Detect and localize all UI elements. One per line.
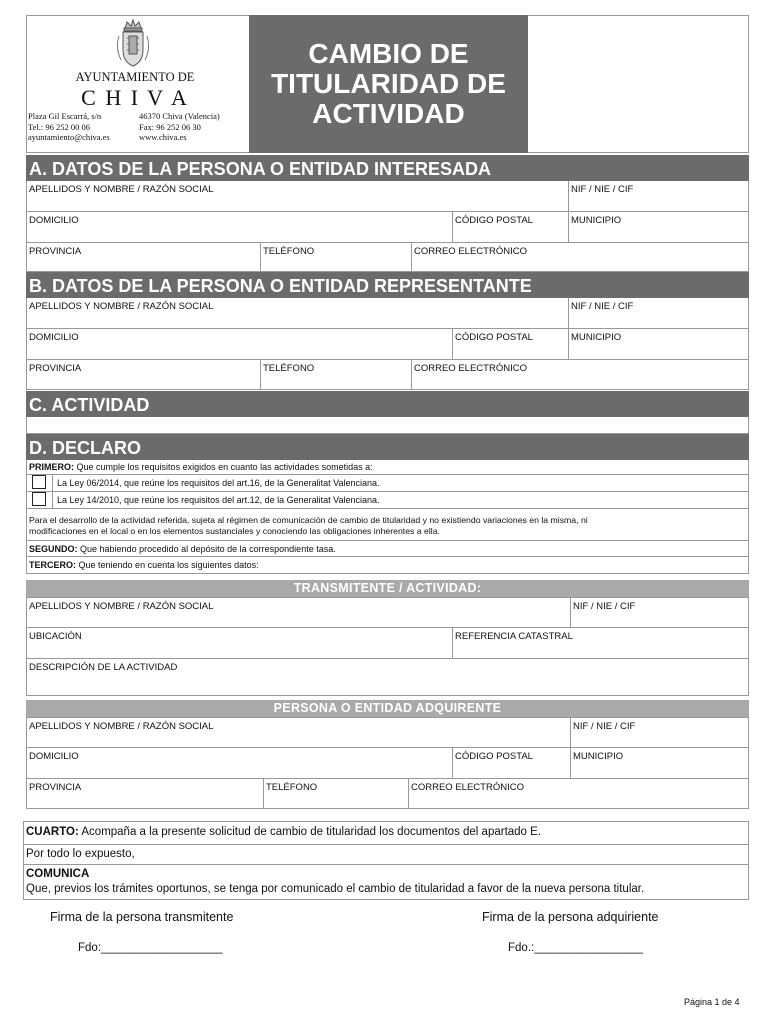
transmitente-title: TRANSMITENTE / ACTIVIDAD: bbox=[26, 580, 749, 597]
postal-text: 46370 Chiva (Valencia) bbox=[139, 111, 220, 121]
nif-field[interactable] bbox=[568, 181, 634, 211]
transmitente-nif-label: NIF / NIE / CIF bbox=[573, 601, 636, 612]
postal-label: CÓDIGO POSTAL bbox=[455, 215, 533, 226]
phone-label: TELÉFONO bbox=[263, 246, 315, 257]
transmitente-nif-field[interactable] bbox=[570, 598, 636, 627]
transmitente-signature-line[interactable]: Fdo:___________________ bbox=[78, 942, 223, 954]
web-text: www.chiva.es bbox=[139, 132, 187, 142]
cadastral-field[interactable] bbox=[452, 628, 573, 658]
contact-left bbox=[28, 111, 110, 143]
tercero-label: TERCERO: bbox=[29, 560, 76, 570]
section-b-row-3 bbox=[26, 360, 749, 390]
primero-row bbox=[26, 460, 749, 475]
law-2010-checkbox[interactable] bbox=[32, 492, 46, 506]
email-field[interactable] bbox=[411, 243, 527, 271]
nif-label: NIF / NIE / CIF bbox=[571, 184, 634, 195]
description-label: DESCRIPCIÓN DE LA ACTIVIDAD bbox=[29, 662, 178, 673]
segundo-body: Que habiendo procedido al depósito de la correspondiente tasa. bbox=[80, 544, 336, 554]
postal-field[interactable] bbox=[452, 329, 533, 359]
divider bbox=[24, 864, 748, 865]
fax-text: Fax: 96 252 06 30 bbox=[139, 121, 201, 132]
adquirente-email-label: CORREO ELECTRÓNICO bbox=[411, 782, 524, 793]
section-d-title: D. DECLARO bbox=[26, 434, 749, 460]
adquirente-email-field[interactable] bbox=[408, 779, 524, 808]
transmitente-signature-title: Firma de la persona transmitente bbox=[50, 910, 234, 924]
comunica-label: COMUNICA bbox=[26, 868, 90, 880]
adquirente-row-3 bbox=[26, 779, 749, 809]
title-line-1: CAMBIO DE bbox=[308, 38, 469, 69]
tercero-row bbox=[26, 557, 749, 574]
address-text: Plaza Gil Escarrá, s/n bbox=[28, 111, 102, 121]
page-number: Página 1 de 4 bbox=[684, 997, 740, 1007]
adquirente-nif-label: NIF / NIE / CIF bbox=[573, 721, 636, 732]
section-b-title: B. DATOS DE LA PERSONA O ENTIDAD REPRESENTANTE bbox=[26, 272, 749, 298]
adquirente-title: PERSONA O ENTIDAD ADQUIRENTE bbox=[26, 700, 749, 717]
divider bbox=[24, 844, 748, 845]
contact-right bbox=[139, 111, 220, 143]
section-a-row-2 bbox=[26, 212, 749, 243]
adquirente-postal-label: CÓDIGO POSTAL bbox=[455, 751, 533, 762]
adquirente-municipality-label: MUNICIPIO bbox=[573, 751, 624, 762]
title-line-3: ACTIVIDAD bbox=[312, 98, 465, 129]
province-field[interactable]: PROVINCIA bbox=[29, 363, 82, 374]
phone-field[interactable] bbox=[260, 243, 315, 271]
town-name: C H I V A bbox=[81, 85, 189, 110]
closing-box bbox=[23, 821, 749, 900]
adquirente-phone-field[interactable] bbox=[263, 779, 318, 808]
adquirente-municipality-field[interactable] bbox=[570, 748, 624, 778]
section-a-title: A. DATOS DE LA PERSONA O ENTIDAD INTERESADA bbox=[26, 155, 749, 181]
segundo-label: SEGUNDO: bbox=[29, 544, 78, 554]
transmitente-name-field[interactable]: APELLIDOS Y NOMBRE / RAZÓN SOCIAL bbox=[29, 601, 214, 612]
tercero-body: Que teniendo en cuenta los siguientes datos: bbox=[78, 560, 259, 570]
transmitente-row-2 bbox=[26, 628, 749, 659]
segundo-text bbox=[29, 544, 336, 554]
section-c-title: C. ACTIVIDAD bbox=[26, 391, 749, 417]
option-2-row bbox=[26, 492, 749, 509]
paragraph-line-1: Para el desarrollo de la actividad referida, sujeta al régimen de comunicación de cambio de titularidad y no existiendo variaciones en la misma, ni bbox=[29, 515, 588, 525]
cuarto-text bbox=[26, 826, 541, 838]
comunica-text: Que, previos los trámites oportunos, se tenga por comunicado el cambio de titularidad a favor de la nueva persona titular. bbox=[26, 883, 645, 895]
por-todo-text: Por todo lo expuesto, bbox=[26, 848, 135, 860]
nif-field[interactable] bbox=[568, 298, 634, 328]
municipality-label: MUNICIPIO bbox=[571, 215, 622, 226]
adquirente-postal-field[interactable] bbox=[452, 748, 533, 778]
address-field[interactable]: DOMICILIO bbox=[29, 332, 79, 343]
section-b-row-1 bbox=[26, 298, 749, 329]
email-label: CORREO ELECTRÓNICO bbox=[414, 363, 527, 374]
email-field[interactable] bbox=[411, 360, 527, 389]
name-field[interactable]: APELLIDOS Y NOMBRE / RAZÓN SOCIAL bbox=[29, 301, 214, 312]
adquirente-nif-field[interactable] bbox=[570, 718, 636, 747]
adquirente-province-field[interactable]: PROVINCIA bbox=[29, 782, 82, 793]
adquirente-row-1 bbox=[26, 717, 749, 748]
adquirente-signature-title: Firma de la persona adquiriente bbox=[482, 910, 659, 924]
municipality-label: MUNICIPIO bbox=[571, 332, 622, 343]
phone-text: Tel.: 96 252 00 06 bbox=[28, 121, 90, 132]
adquirente-phone-label: TELÉFONO bbox=[266, 782, 318, 793]
option-2-text: La Ley 14/2010, que reúne los requisitos del art.12, de la Generalitat Valenciana. bbox=[57, 495, 380, 505]
paragraph-line-2: modificaciones en el local o en los elementos sustanciales y conociendo las obligaciones inherentes a ella. bbox=[29, 526, 440, 536]
email-text: ayuntamiento@chiva.es bbox=[28, 132, 110, 142]
address-field[interactable]: DOMICILIO bbox=[29, 215, 79, 226]
adquirente-signature-line[interactable]: Fdo.:_________________ bbox=[508, 942, 643, 954]
option-2-cell bbox=[52, 492, 380, 508]
municipality-field[interactable] bbox=[568, 329, 622, 359]
activity-field[interactable] bbox=[26, 417, 749, 434]
adquirente-row-2 bbox=[26, 748, 749, 779]
option-1-cell bbox=[52, 475, 380, 491]
phone-label: TELÉFONO bbox=[263, 363, 315, 374]
location-field[interactable]: UBICACIÓN bbox=[29, 631, 82, 642]
paragraph-row bbox=[26, 509, 749, 541]
section-b-row-2 bbox=[26, 329, 749, 360]
option-1-row bbox=[26, 475, 749, 492]
phone-field[interactable] bbox=[260, 360, 315, 389]
tercero-text bbox=[29, 560, 259, 570]
segundo-row bbox=[26, 541, 749, 557]
transmitente-row-1 bbox=[26, 597, 749, 628]
title-line-2: TITULARIDAD DE bbox=[271, 68, 506, 99]
nif-label: NIF / NIE / CIF bbox=[571, 301, 634, 312]
section-a-row-1 bbox=[26, 181, 749, 212]
option-1-text: La Ley 06/2014, que reúne los requisitos del art.16, de la Generalitat Valenciana. bbox=[57, 478, 380, 488]
cuarto-body: Acompaña a la presente solicitud de cambio de titularidad los documentos del apartado E. bbox=[81, 826, 542, 838]
primero-body: Que cumple los requisitos exigidos en cuanto las actividades sometidas a: bbox=[76, 462, 373, 472]
primero-text bbox=[29, 462, 373, 472]
email-label: CORREO ELECTRÓNICO bbox=[414, 246, 527, 257]
primero-label: PRIMERO: bbox=[29, 462, 74, 472]
province-field[interactable]: PROVINCIA bbox=[29, 246, 82, 257]
document-title bbox=[249, 15, 528, 153]
name-field[interactable]: APELLIDOS Y NOMBRE / RAZÓN SOCIAL bbox=[29, 184, 214, 195]
postal-field[interactable] bbox=[452, 212, 533, 242]
coat-of-arms-icon bbox=[113, 18, 153, 70]
description-field[interactable] bbox=[26, 659, 749, 696]
org-line: AYUNTAMIENTO DE bbox=[75, 70, 195, 84]
postal-label: CÓDIGO POSTAL bbox=[455, 332, 533, 343]
adquirente-name-field[interactable]: APELLIDOS Y NOMBRE / RAZÓN SOCIAL bbox=[29, 721, 214, 732]
law-2014-checkbox[interactable] bbox=[32, 475, 46, 489]
cuarto-label: CUARTO: bbox=[26, 826, 79, 838]
adquirente-address-field[interactable]: DOMICILIO bbox=[29, 751, 79, 762]
section-a-row-3 bbox=[26, 243, 749, 272]
municipality-field[interactable] bbox=[568, 212, 622, 242]
cadastral-label: REFERENCIA CATASTRAL bbox=[455, 631, 573, 642]
